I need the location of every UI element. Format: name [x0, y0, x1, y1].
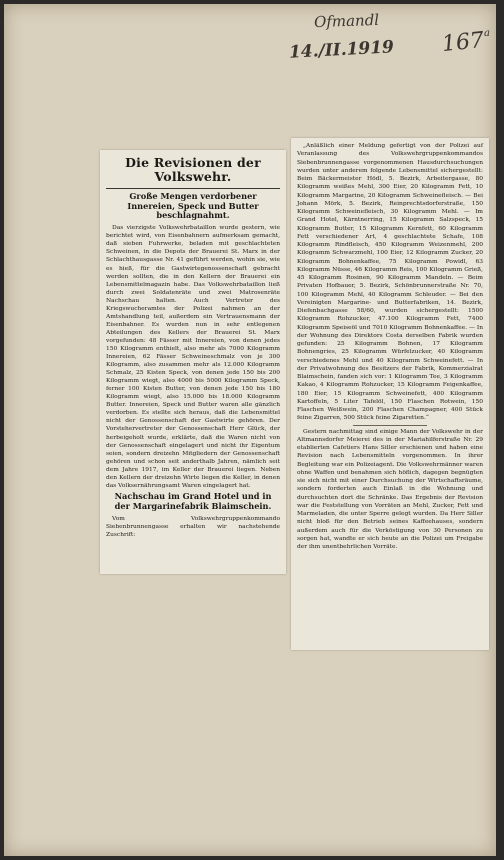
clipping-headline: Die Revisionen der Volkswehr. [125, 155, 261, 185]
article-paragraph: Vom Volkswehrgruppenkommando Siebenbrunnengasse erhalten wir nachstehende Zuschrift: [106, 515, 280, 538]
article-paragraph: Das vierzigste Volkswehrbataillon wurde gestern, wie berichtet wird, von Eisenbahnern aufmerksam gemacht, daß sieben Fuhrwerke, beladen mit geschlachteten Schweinen, in die Depots der Brauerei St. Marx in der Schlachthausgasse Nr. 41 geführt werden, wohin sie, wie es hieß, für die Gastwirtegenossenschaft gebracht werden sollten, die in den Kellern der Brauerei ein Lebensmittelmagazin habe. Das Volkswehrbataillon ließ durch zwei Soldatenräte und zwei Matrosenräte Nachschau halten. Auch Vertreter des Kriegswucheramtes der Polizei nahmen an der Amtshandlung teil, außerdem ein Vertrauensmann der Eisenbahner. Es wurden nun in sehr entlegenen Abteilungen des Kellers der Brauerei St. Marx vorgefunden: 48 Fässer mit Innereien, von denen jedes 150 Kilogramm enthielt, also mehr als 7000 Kilogramm Innereien, 62 Fässer Schweineschmalz von je 300 Kilogramm, also zusammen mehr als 12.000 Kilogramm Schmalz, 25 Kisten Speck, von denen jede 150 bis 200 Kilogramm wiegt, also 4000 bis 5000 Kilogramm Speck, ferner 100 Kisten Butter, von denen jede 150 bis 180 Kilogramm wiegt, also 15.000 bis 18.000 Kilogramm Butter. Innereien, Speck und Butter waren alle gänzlich verdorben. Es stellte sich heraus, daß die Lebensmittel nicht der Genossenschaft der Gastwirte gehören. Der Vorstehervertreter der Genossenschaft Herr Glück, der herbeigeholt wurde, erklärte, daß die Waren nicht von der Genossenschaft eingelagert und nicht ihr Eigentum seien, sondern dreizehn Mitgliedern der Genossenschaft gehören und schon seit anderthalb Jahren, nämlich seit dem Jahre 1917, im Keller der Brauerei liegen. Neben den Kellern der dreizehn Wirte liegen die Keller, in denen das Volksernährungsamt Waren eingelagert hat. [106, 225, 280, 489]
clipping-subheadline-2: Nachschau im Grand Hotel und in der Margarinefabrik Blaimschein. [114, 490, 272, 511]
handwritten-name: Ofmandl [313, 10, 380, 32]
newspaper-clipping-right [291, 138, 489, 650]
clipping-subheadline: Große Mengen verdorbener Innereien, Speck und Butter beschlagnahmt. [127, 190, 259, 221]
archive-sheet [4, 4, 496, 856]
handwritten-superscript: a [484, 28, 490, 39]
handwritten-number: 167 [440, 27, 486, 58]
article-paragraph: Gestern nachmittag sind einige Mann der Volkswehr in der Altmannsdorfer Meierei des in der Mariahilferstraße Nr. 29 etablierten Cafetiers Hans Siller erschienen und haben eine Revision nach Lebensmitteln vorgenommen. In ihrer Begleitung war ein Polizeiagent. Die Volkswehrmänner waren ohne Waffen und benahmen sich höflich, dagegen begnügten sie sich nicht mit einer Durchsuchung der Wirtschaftsräume, sondern forderten auch Einlaß in die Wohnung und durchsuchten dort die Schränke. Das Ergebnis der Revision war die Feststellung von Vorräten an Mehl, Zucker, Fett und Marmeladen, die unter Sperre gelegt wurden. Da Herr Siller nicht bloß für den Betrieb seines Kaffeehauses, sondern außerdem auch für die Verköstigung von 30 Personen zu sorgen hat, wandte er sich heute an die Polizei um Freigabe der ihm unentbehrlichen Vorräte. [297, 428, 483, 550]
section-divider [353, 425, 427, 426]
handwritten-date: 14./II.1919 [288, 37, 395, 63]
article-paragraph: „Anläßlich einer Meldung gefertigt von der Polizei auf Veranlassung des Volkswehrgruppenkommandos Siebenbrunnengasse vorgenommenen Hausdurchsuchungen wurden unter anderem folgende Lebensmittel sichergestellt: Beim Bäckermeister Hödl, 5. Bezirk, Arbeitergasse, 80 Kilogramm weißes Mehl, 300 Eier, 20 Kilogramm Fett, 10 Kilogramm Margarine, 20 Kilogramm Schweinefleisch. — Bei Johann Mörk, 5. Bezirk, Reinprechtsdorferstraße, 150 Kilogramm Schweinefleisch, 30 Kilogramm Mehl. — Im Grand Hotel, Kärntnerring, 15 Kilogramm Salzspeck, 15 Kilogramm Butter, 15 Kilogramm Kernfett, 60 Kilogramm Fett verschiedener Art, 4 geschlachtete Schafe, 108 Kilogramm Rindfleisch, 450 Kilogramm Weizenmehl, 200 Kilogramm Schwarzmehl, 100 Eier, 12 Kilogramm Zucker, 20 Kilogramm Bohnenkaffee, 75 Kilogramm Powidl, 63 Kilogramm Nüsse, 46 Kilogramm Reis, 100 Kilogramm Grieß, 45 Kilogramm Rosinen, 90 Kilogramm Mandeln. — Beim Privaten Hofbauer, 5. Bezirk, Schönbrunnerstraße Nr. 70, 100 Kilogramm Mehl, 40 Kilogramm Schleuder. — Bei den Vereinigten Margarine- und Butterfabriken, 14. Bezirk, Diefenbachgasse 58/60, wurden sichergestellt: 1500 Kilogramm Rohzucker, 47.100 Kilogramm Fett, 7400 Kilogramm Speiseöl und 7010 Kilogramm Bohnenkaffee. — In der Wohnung des Direktors Costa derselben Fabrik wurden gefunden: 25 Kilogramm Bohnen, 17 Kilogramm Bohnengries, 25 Kilogramm Würfelzucker, 40 Kilogramm verschiedenes Mehl und 40 Kilogramm Schweinefett. — In der Privatwohnung des Besitzers der Fabrik, Kommerzialrat Blaimschein, fanden sich vor: 1 Kilogramm Tee, 3 Kilogramm Kakao, 4 Kilogramm Rohzucker, 15 Kilogramm Feigenkaffee, 180 Eier, 15 Kilogramm Schweinefett, 400 Kilogramm Kartoffeln, 5 Liter Tafelöl, 150 Flaschen Rotwein, 150 Flaschen Weißwein, 200 Flaschen Champagner, 400 Stück feine Zigarren, 500 Stück feine Zigaretten.“ [297, 143, 483, 422]
newspaper-clipping-left [100, 150, 286, 574]
headline-rule [106, 188, 280, 189]
